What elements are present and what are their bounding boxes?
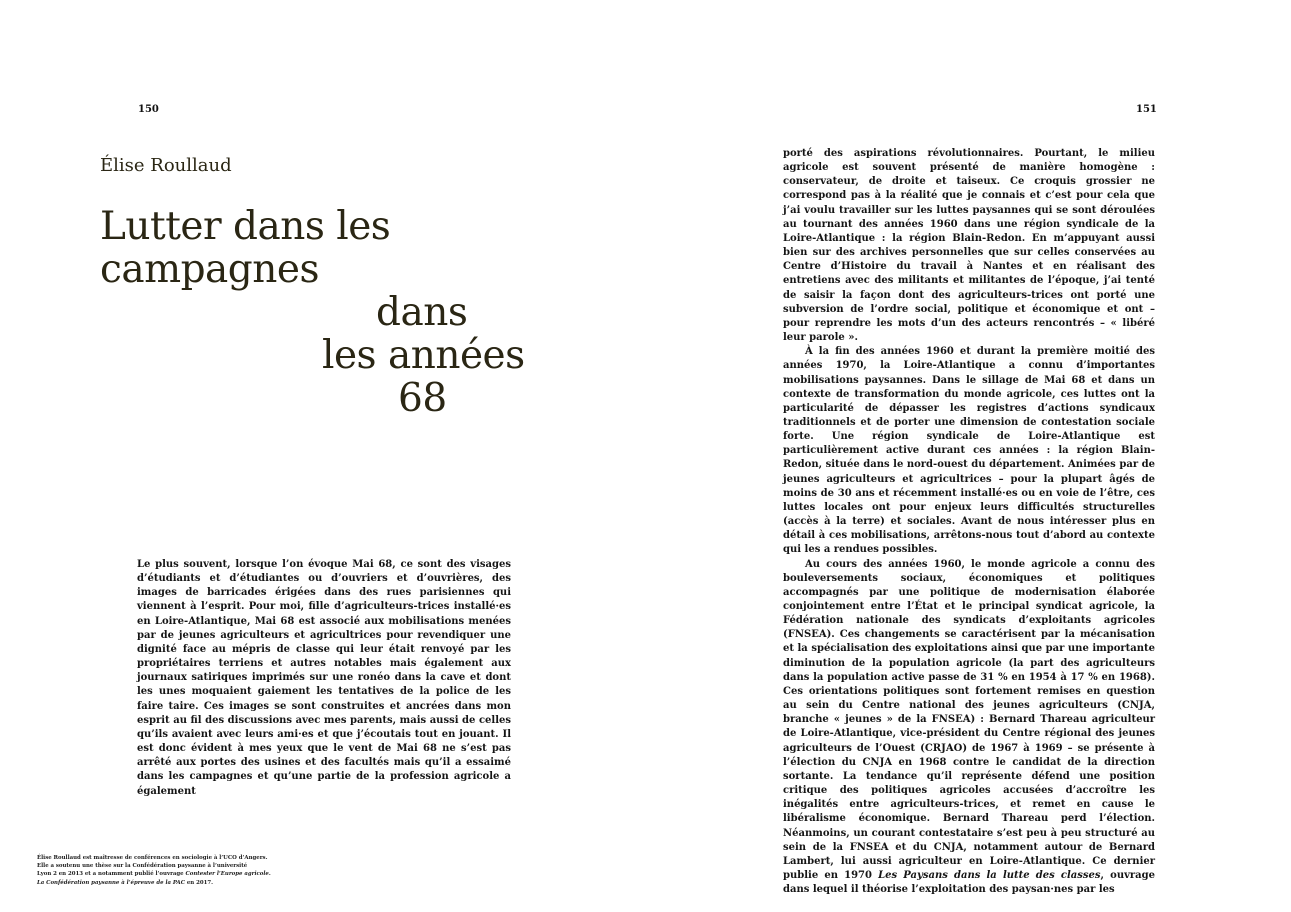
intro-paragraph <box>137 558 511 799</box>
right-column-text <box>783 147 1155 897</box>
bio-line-3-text: Lyon 2 en 2013 et a notamment publié l’ouvrage <box>37 871 186 878</box>
title-line-1: Lutter dans les <box>100 204 391 249</box>
bio-book-title: Contester l’Europe agricole. <box>185 871 271 878</box>
paragraph-2: À la fin des années 1960 et durant la première moitié des années 1970, la Loire-Atlantique a connu d’importantes mobilisations paysannes. Dans le sillage de Mai 68 et dans un contexte de transformation du monde agricole, ces luttes ont la particularité de dépasser les registres d’actions syndicaux traditionnels et de porter une dimension de contestation sociale forte. Une région syndicale de Loire-Atlantique est particulièrement active durant ces années : la région Blain-Redon, située dans le nord-ouest du département. Animées par de jeunes agriculteurs et agricultrices – pour la plupart âgés de moins de 30 ans et récemment installé·es ou en voie de l’être, ces luttes locales ont pour enjeux leurs difficultés structurelles (accès à la terre) et sociales. Avant de nous intéresser plus en détail à ces mobilisations, arrêtons-nous tout d’abord au contexte qui les a rendues possibles. <box>783 346 1155 556</box>
title-line-2: campagnes <box>100 247 319 292</box>
paragraph-1: porté des aspirations révolutionnaires. Pourtant, le milieu agricole est souvent présenté de manière homogène : conservateur, de droite et taiseux. Ce croquis grossier ne correspond pas à la réalité que je connais et c’est pour cela que j’ai voulu travailler sur les luttes paysannes qui se sont déroulées au tournant des années 1960 dans une région syndicale de la Loire-Atlantique : la région Blain-Redon. En m’appuyant aussi bien sur des archives personnelles que sur celles conservées au Centre d’Histoire du travail à Nantes et en réalisant des entretiens avec des militants et militantes de l’époque, j’ai tenté de saisir la façon dont des agriculteurs-trices ont porté une subversion de l’ordre social, politique et économique et ont – pour reprendre les mots d’un des acteurs rencontrés – « libéré leur parole ». <box>783 148 1155 344</box>
title-line-3: dans <box>376 290 468 335</box>
page-number-right: 151 <box>1136 104 1157 115</box>
paragraph-3-continuation: , ouvrage dans lequel il théorise l’exploitation des paysan·nes par les <box>783 869 1155 896</box>
bio-book-subtitle: La Confédération paysanne à l’épreuve de la PAC <box>37 879 185 886</box>
bio-line-1: Élise Roullaud est maîtresse de conférences en sociologie à l’UCO d’Angers. <box>37 855 268 861</box>
paragraph-3 <box>783 558 1155 898</box>
author-name: Élise Roullaud <box>100 155 232 176</box>
bio-line-4 <box>37 879 297 887</box>
page-number-left: 150 <box>138 104 159 115</box>
bio-line-4-text: en 2017. <box>185 879 213 886</box>
bio-line-2: Elle a soutenu une thèse sur la Confédération paysanne à l’université <box>37 863 248 870</box>
bio-line-3 <box>37 870 297 878</box>
author-bio-note <box>37 854 297 887</box>
title-line-4: les années <box>322 333 525 378</box>
book-title-italic: Les Paysans dans la lutte des classes <box>878 869 1101 881</box>
intro-text: Le plus souvent, lorsque l’on évoque Mai 68, ce sont des visages d’étudiants et d’étudiantes ou d’ouvriers et d’ouvrières, des images de barricades érigées dans des rues parisiennes qui viennent à l’esprit. Pour moi, fille d’agriculteurs-trices installé·es en Loire-Atlantique, Mai 68 est associé aux mobilisations menées par de jeunes agriculteurs et agricultrices pour revendiquer une dignité face au mépris de classe qui leur était renvoyé par les propriétaires terriens et autres notables mais également aux journaux satiriques imprimés sur une ronéo dans la cave et dont les unes moquaient gaiement les tentatives de la police de les faire taire. Ces images se sont construites et ancrées dans mon esprit au fil des discussions avec mes parents, mais aussi de celles qu’ils avaient avec leurs ami·es et que j’écoutais tout en jouant. Il est donc évident à mes yeux que le vent de Mai 68 ne s’est pas arrêté aux portes des usines et des facultés mais qu’il a essaimé dans les campagnes et qu’une partie de la profession agricole a également <box>137 559 511 797</box>
article-title <box>100 205 530 420</box>
paragraph-3-text: Au cours des années 1960, le monde agricole a connu des bouleversements sociaux, économiques et politiques accompagnés par une politique de modernisation élaborée conjointement entre l’État et le principal syndicat agricole, la Fédération nationale des syndicats d’exploitants agricoles (FNSEA). Ces changements se caractérisent par la mécanisation et la spécialisation des exploitations ainsi que par une importante diminution de la population agricole (la part des agriculteurs dans la population active passe de 31 % en 1954 à 17 % en 1968). Ces orientations politiques sont fortement remises en question au sein du Centre national des jeunes agriculteurs (CNJA, branche « jeunes » de la FNSEA) : Bernard Thareau agriculteur de Loire-Atlantique, vice-président du Centre régional des jeunes agriculteurs de l’Ouest (CRJAO) de 1967 à 1969 – se présente à l’élection du CNJA en 1968 contre le candidat de la direction sortante. La tendance qu’il représente défend une position critique des politiques agricoles accusées d’accroître les inégalités entre agriculteurs-trices, et remet en cause le libéralisme économique. Bernard Thareau perd l’élection. Néanmoins, un courant contestataire s’est peu à peu structuré au sein de la FNSEA et du CNJA, notamment autour de Bernard Lambert, lui aussi agriculteur en Loire-Atlantique. Ce dernier publie en 1970 <box>783 558 1155 881</box>
title-line-5: 68 <box>398 376 447 421</box>
